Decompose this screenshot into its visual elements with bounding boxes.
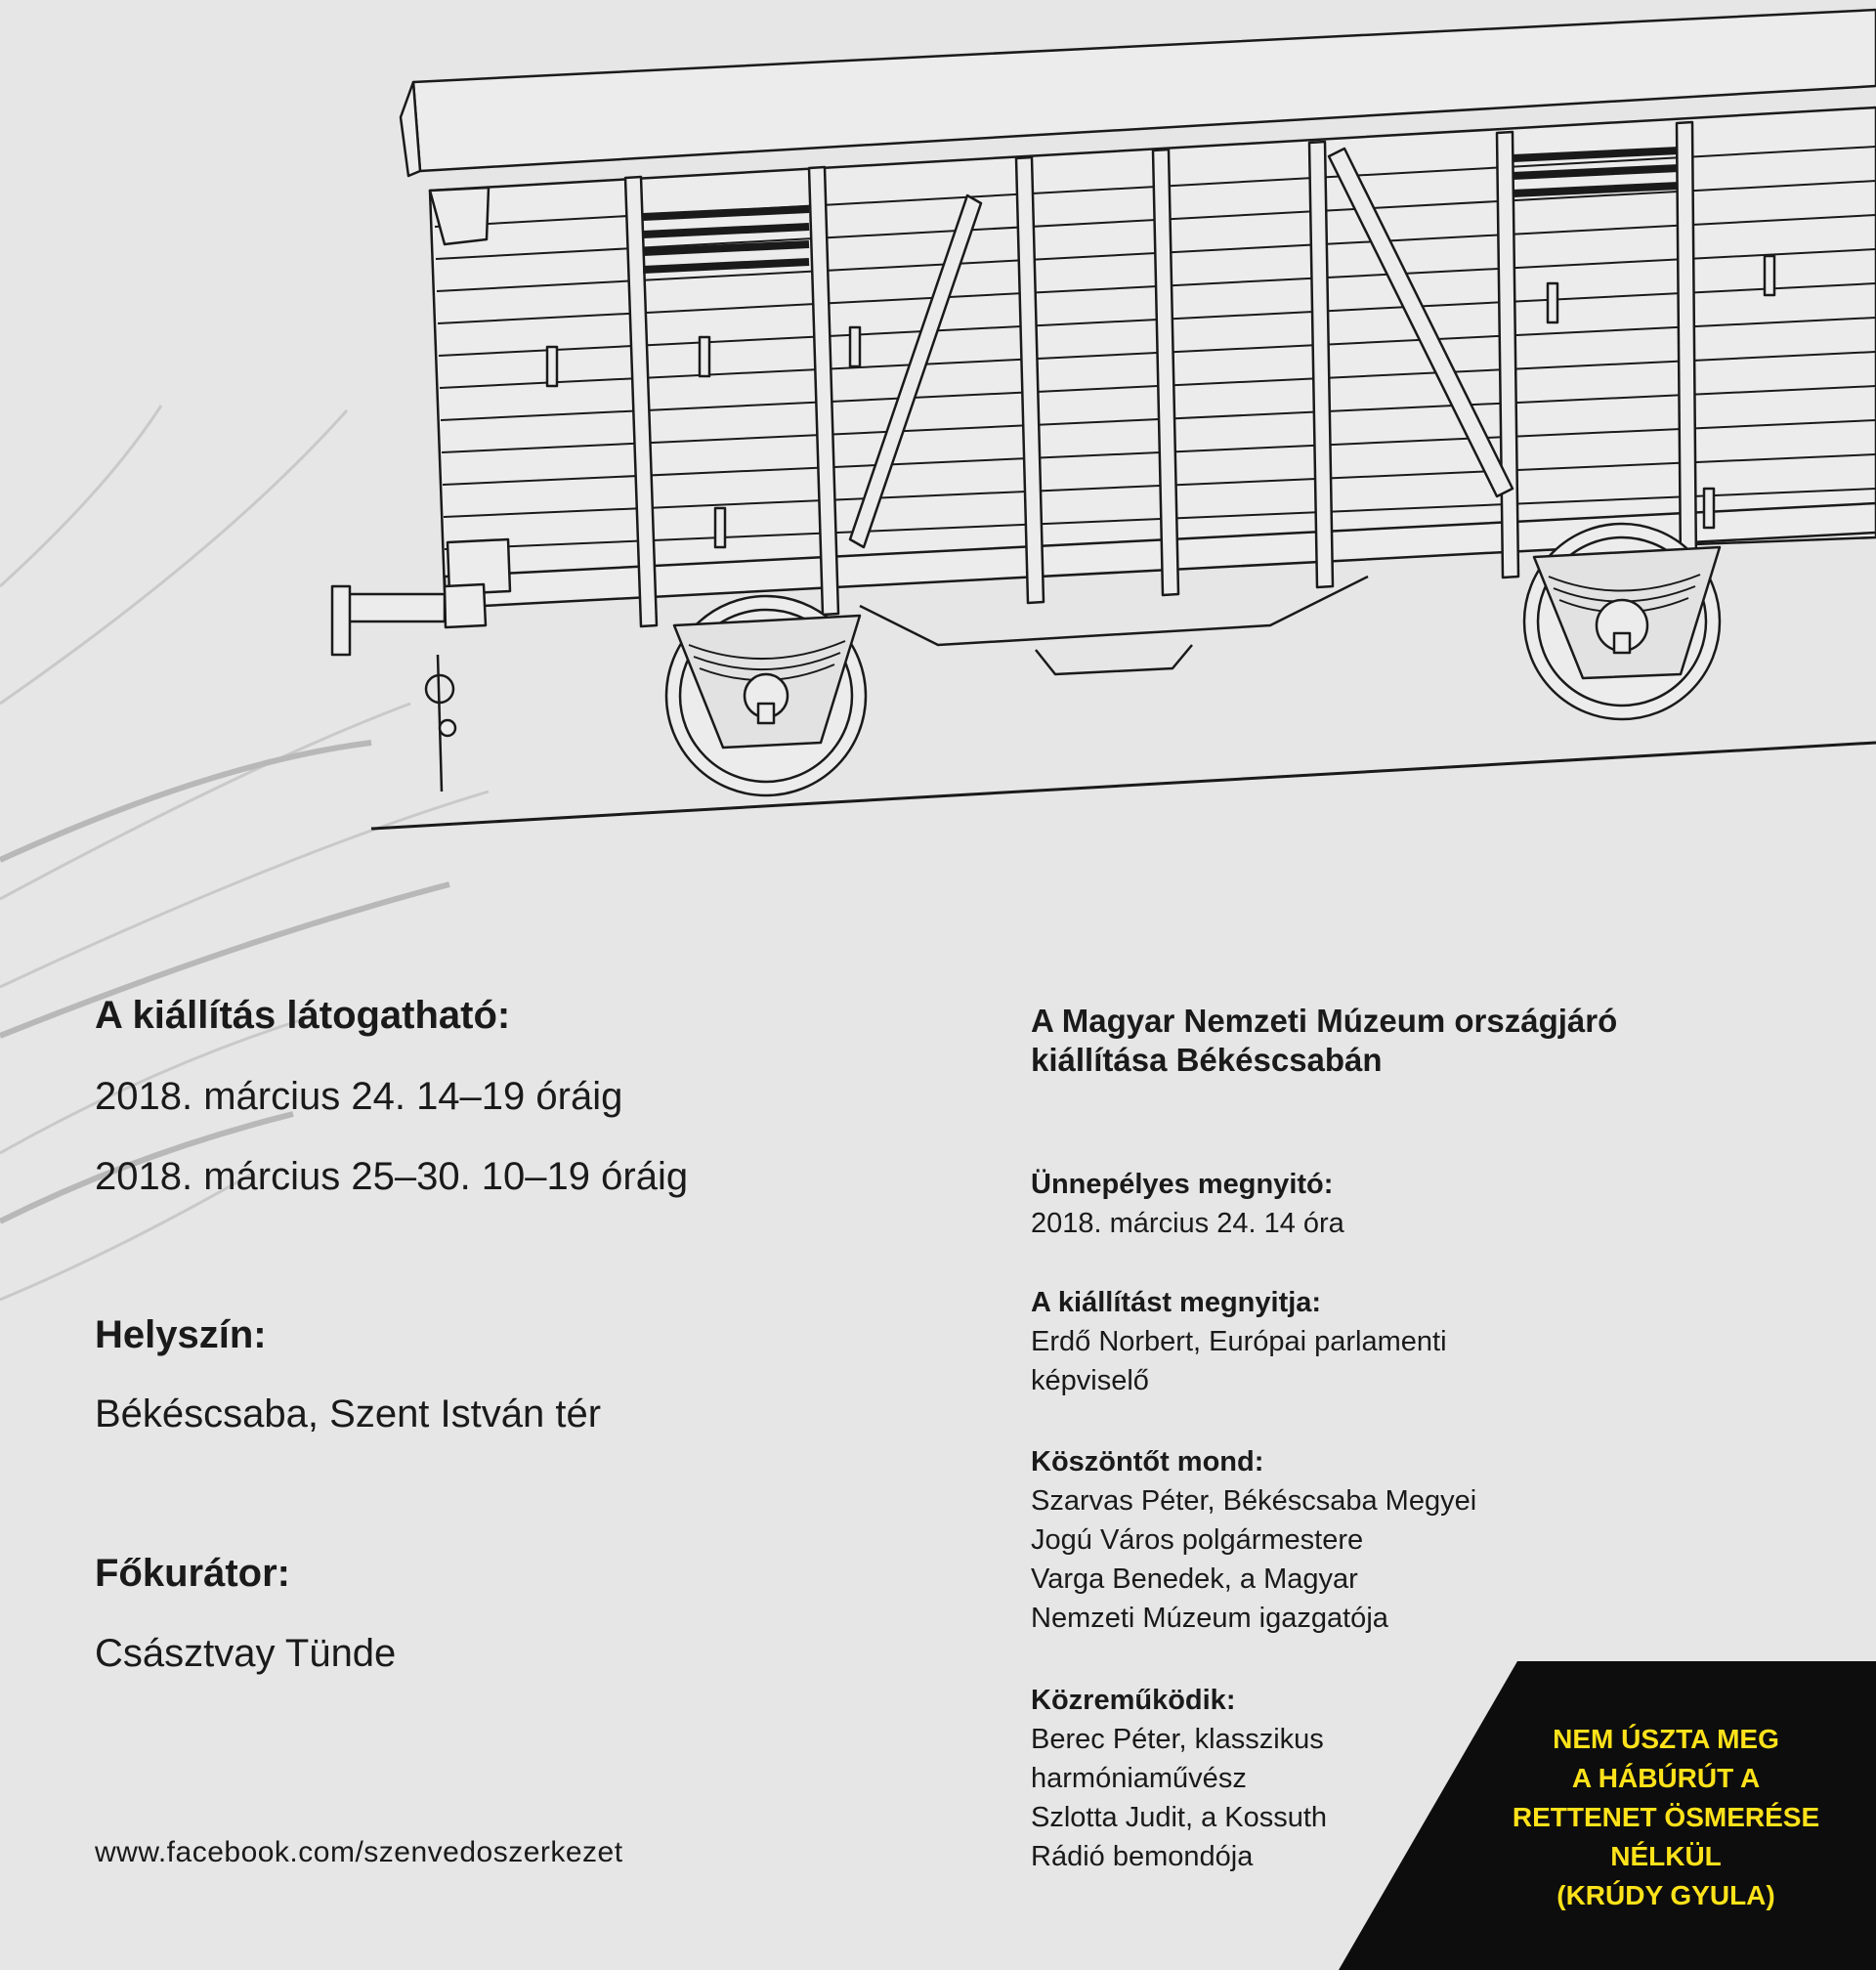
place-label: Helyszín: xyxy=(95,1313,267,1356)
opener-line: képviselő xyxy=(1031,1365,1149,1396)
place-value: Békéscsaba, Szent István tér xyxy=(95,1392,602,1435)
opener-block xyxy=(1031,1283,1578,1400)
quote-line: NEM ÚSZTA MEG xyxy=(1553,1724,1779,1754)
opening-block xyxy=(1031,1165,1578,1243)
contrib-line: Berec Péter, klasszikus xyxy=(1031,1724,1324,1755)
contrib-label: Közreműködik: xyxy=(1031,1685,1236,1716)
greeting-line: Jogú Város polgármestere xyxy=(1031,1524,1364,1556)
opening-value: 2018. március 24. 14 óra xyxy=(1031,1208,1344,1239)
opening-label: Ünnepélyes megnyitó: xyxy=(1031,1169,1334,1200)
greeting-line: Szarvas Péter, Békéscsaba Megyei xyxy=(1031,1485,1477,1517)
quote-line: A HÁBÚRÚT A xyxy=(1571,1763,1761,1793)
greeting-line: Varga Benedek, a Magyar xyxy=(1031,1563,1358,1595)
facebook-link[interactable]: www.facebook.com/szenvedoszerkezet xyxy=(95,1836,623,1868)
exhibition-title-line: kiállítása Békéscsabán xyxy=(1031,1042,1383,1078)
visit-date-1: 2018. március 24. 14–19 óráig xyxy=(95,1075,623,1118)
quote-line: RETTENET ÖSMERÉSE xyxy=(1512,1802,1820,1832)
contrib-line: harmóniaművész xyxy=(1031,1763,1247,1794)
exhibition-title xyxy=(1031,1002,1773,1080)
contrib-line: Szlotta Judit, a Kossuth xyxy=(1031,1802,1328,1833)
greeting-block xyxy=(1031,1442,1578,1638)
opener-line: Erdő Norbert, Európai parlamenti xyxy=(1031,1326,1447,1357)
curator-label: Főkurátor: xyxy=(95,1552,290,1595)
rail-line xyxy=(371,743,1876,829)
visit-label: A kiállítás látogatható: xyxy=(95,994,511,1037)
exhibition-title-line: A Magyar Nemzeti Múzeum országjáró xyxy=(1031,1003,1618,1039)
greeting-label: Köszöntőt mond: xyxy=(1031,1446,1264,1478)
curator-value: Császtvay Tünde xyxy=(95,1632,397,1675)
quote-line: (KRÚDY GYULA) xyxy=(1556,1880,1775,1910)
quote-line: NÉLKÜL xyxy=(1610,1841,1722,1871)
contrib-block xyxy=(1031,1681,1578,1876)
contrib-line: Rádió bemondója xyxy=(1031,1841,1254,1872)
opener-label: A kiállítást megnyitja: xyxy=(1031,1287,1322,1318)
visit-date-2: 2018. március 25–30. 10–19 óráig xyxy=(95,1155,689,1198)
quote-text xyxy=(1510,1720,1822,1915)
wagon-illustration xyxy=(332,10,1876,795)
greeting-line: Nemzeti Múzeum igazgatója xyxy=(1031,1603,1388,1634)
